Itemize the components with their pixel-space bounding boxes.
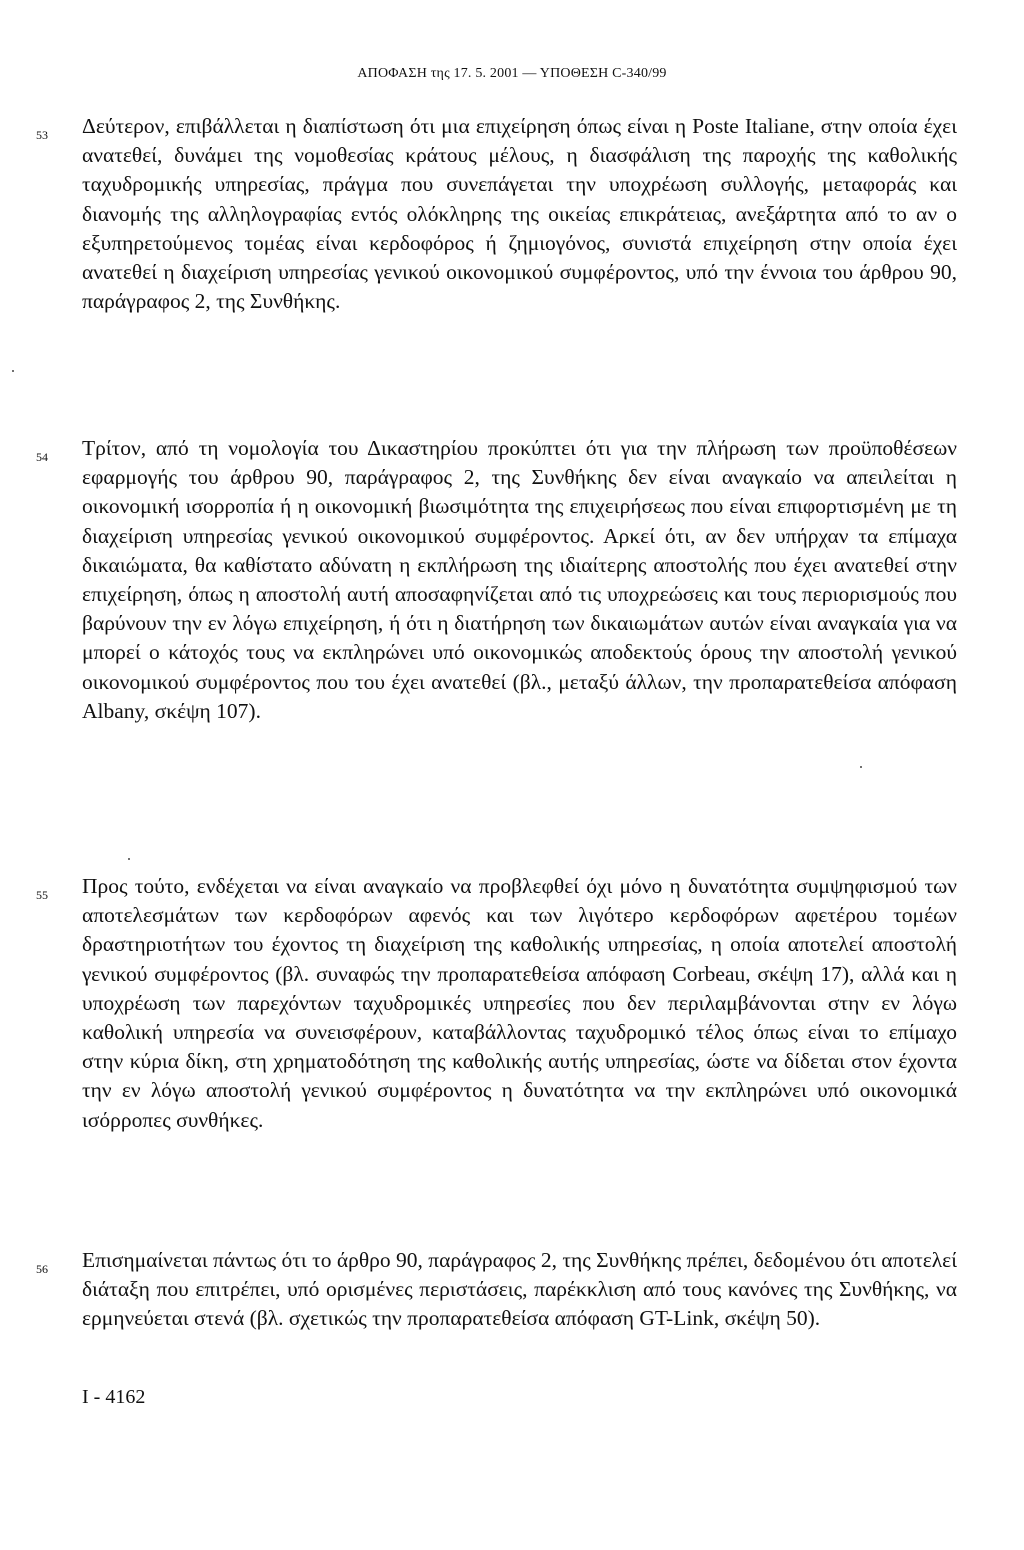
- scan-speck: [128, 858, 130, 860]
- paragraph-number: 56: [36, 1262, 48, 1276]
- page-number: I - 4162: [82, 1386, 146, 1408]
- running-header: ΑΠΟΦΑΣΗ της 17. 5. 2001 — ΥΠΟΘΕΣΗ C-340/99: [357, 66, 667, 81]
- scan-speck: [12, 370, 14, 372]
- paragraph-text: Δεύτερον, επιβάλλεται η διαπίστωση ότι μια επιχείρηση όπως είναι η Poste Italiane, στην οποία έχει ανατεθεί, δυνάμει της νομοθεσίας κράτους μέλους, η διασφάλιση της παροχής της καθολικής ταχυδρομικής υπηρεσίας, πράγμα που συνεπάγεται την υποχρέωση συλλογής, μεταφοράς και διανομής της αλληλογραφίας εντός ολόκληρης της οικείας επικράτειας, ανεξάρτητα από το αν ο εξυπηρετούμενος τομέας είναι κερδοφόρος ή ζημιογόνος, συνιστά επιχείρηση στην οποία έχει ανατεθεί η διαχείριση υπηρεσίας γενικού οικονομικού συμφέροντος, υπό την έννοια του άρθρου 90, παράγραφος 2, της Συνθήκης.: [82, 114, 957, 314]
- paragraph-text: Επισημαίνεται πάντως ότι το άρθρο 90, παράγραφος 2, της Συνθήκης πρέπει, δεδομένου ότι αποτελεί διάταξη που επιτρέπει, υπό ορισμένες περιστάσεις, παρέκκλιση από τους κανόνες της Συνθήκης, να ερμηνεύεται στενά (βλ. σχετικώς την προπαρατεθείσα απόφαση GT-Link, σκέψη 50).: [82, 1248, 957, 1331]
- paragraph-number: 53: [36, 128, 48, 142]
- paragraph-text: Προς τούτο, ενδέχεται να είναι αναγκαίο να προβλεφθεί όχι μόνο η δυνατότητα συμψηφισμού των αποτελεσμάτων των κερδοφόρων αφενός και των λιγότερο κερδοφόρων αφετέρου τομέων δραστηριοτήτων του έχοντος τη διαχείριση της καθολικής υπηρεσίας, η οποία αποτελεί αποστολή γενικού συμφέροντος (βλ. συναφώς την προπαρατεθείσα απόφαση Corbeau, σκέψη 17), αλλά και η υποχρέωση των παρεχόντων ταχυδρομικές υπηρεσίες που δεν περιλαμβάνονται στην εν λόγω καθολική υπηρεσία να συνεισφέρουν, καταβάλλοντας ταχυδρομικό τέλος όπως είναι το επίμαχο στην κύρια δίκη, στη χρηματοδότηση της καθολικής αυτής υπηρεσίας, ώστε να δίδεται στον έχοντα την εν λόγω αποστολή γενικού συμφέροντος η δυνατότητα να την εκπληρώνει υπό οικονομικά ισόρροπες συνθήκες.: [82, 874, 957, 1132]
- paragraph-number: 55: [36, 888, 48, 902]
- paragraph-text: Τρίτον, από τη νομολογία του Δικαστηρίου προκύπτει ότι για την πλήρωση των προϋποθέσεων εφαρμογής του άρθρου 90, παράγραφος 2, της Συνθήκης δεν είναι αναγκαίο να απειλείται η οικονομική ισορροπία ή η οικονομική βιωσιμότητα της επιχειρήσεως που είναι επιφορτισμένη με τη διαχείριση υπηρεσίας γενικού οικονομικού συμφέροντος. Αρκεί ότι, αν δεν υπήρχαν τα επίμαχα δικαιώματα, θα καθίστατο αδύνατη η εκπλήρωση της ιδιαίτερης αποστολής που έχει ανατεθεί στην επιχείρηση, όπως η αποστολή αυτή αποσαφηνίζεται από τις υποχρεώσεις και τους περιορισμούς που βαρύνουν την εν λόγω επιχείρηση, ή ότι η διατήρηση των δικαιωμάτων αυτών είναι αναγκαία για να μπορεί ο κάτοχός τους να εκπληρώνει υπό οικονομικώς αποδεκτούς όρους την αποστολή γενικού οικονομικού συμφέροντος που του έχει ανατεθεί (βλ., μεταξύ άλλων, την προπαρατεθείσα απόφαση Albany, σκέψη 107).: [82, 436, 957, 723]
- paragraph-number: 54: [36, 450, 48, 464]
- scan-speck: [860, 766, 862, 768]
